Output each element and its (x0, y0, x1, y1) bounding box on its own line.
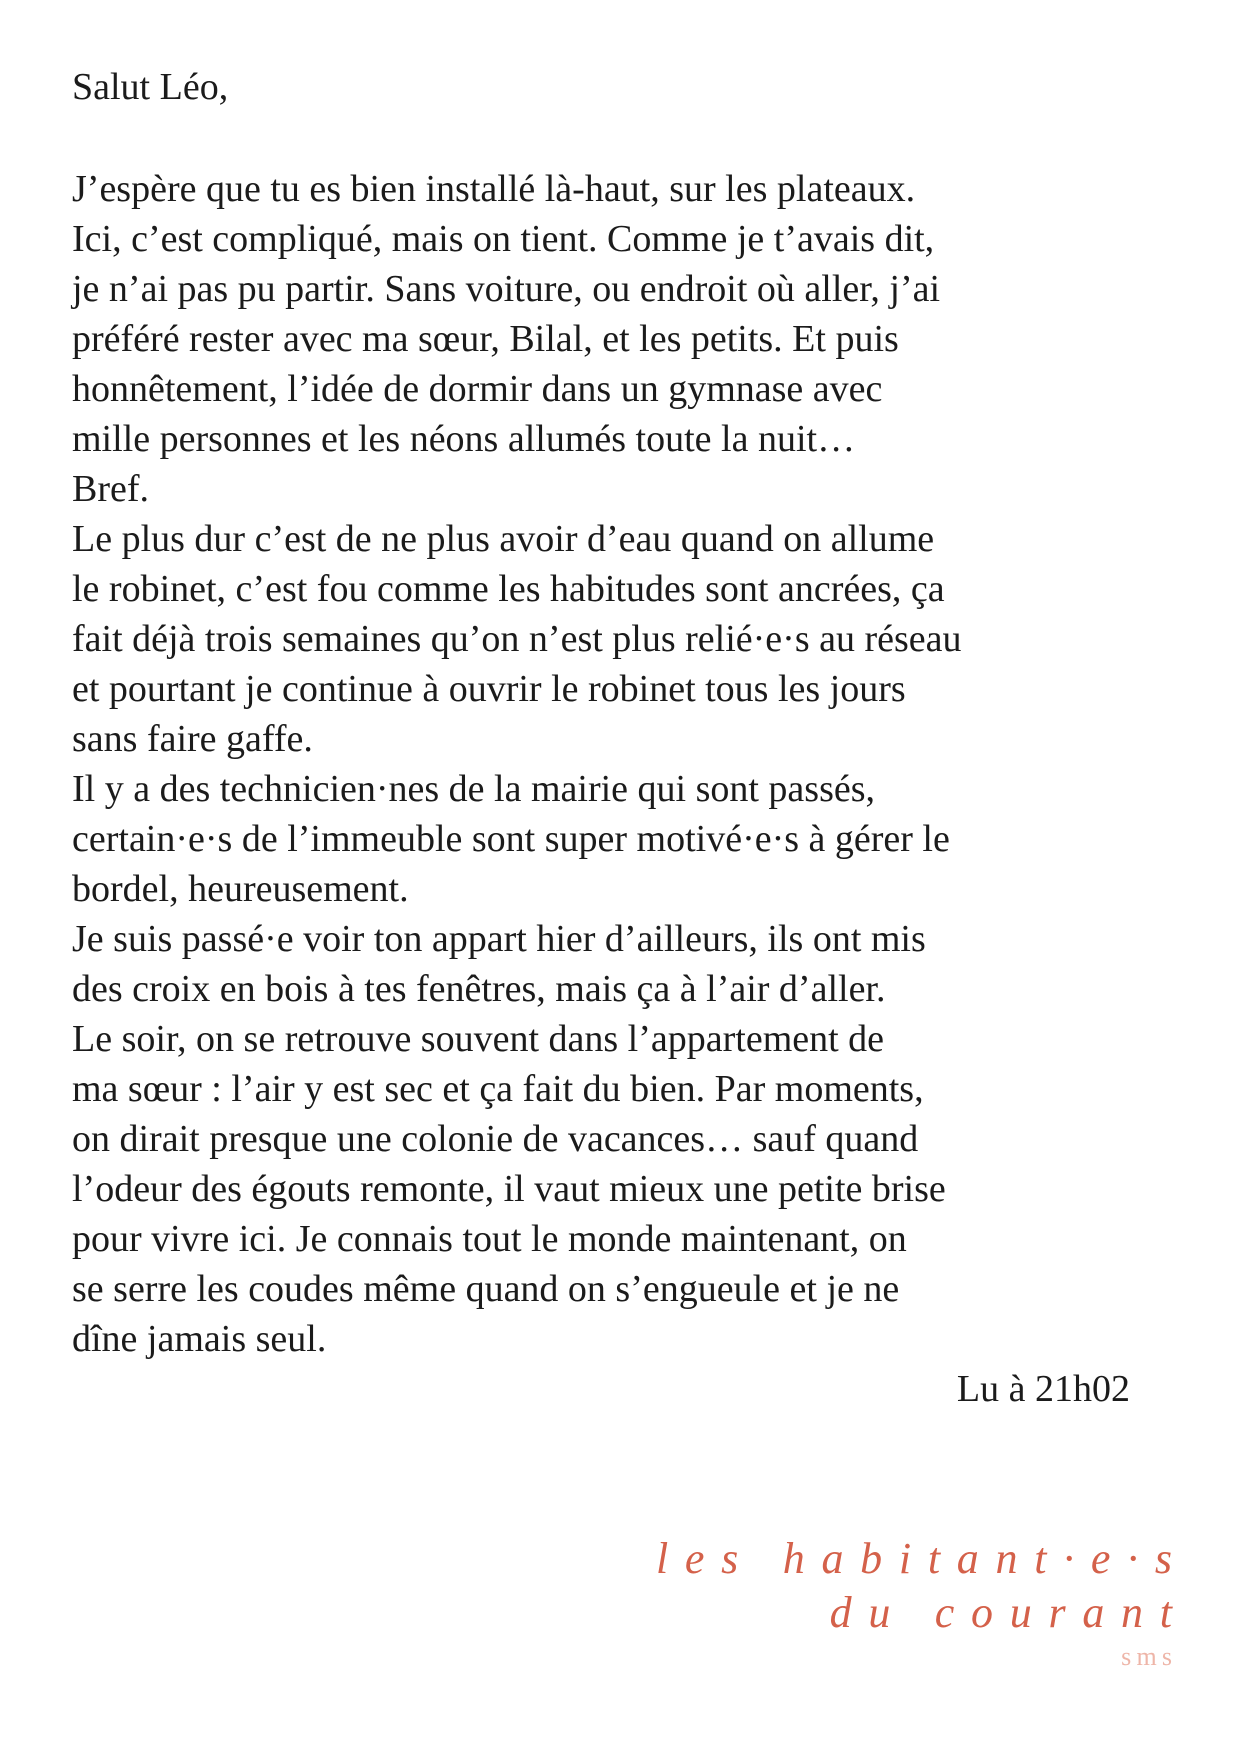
letter-paragraph: Le plus dur c’est de ne plus avoir d’eau quand on allume le robinet, c’est fou comme les habitudes sont ancrées, ça fait déjà trois semaines qu’on n’est plus relié·e·s au réseau et pourtant je continue à ouvrir le robinet tous les jours sans faire gaffe. (72, 518, 962, 760)
greeting: Salut Léo, (72, 66, 229, 108)
letter-paragraph: Il y a des technicien·nes de la mairie qui sont passés, certain·e·s de l’immeuble sont super motivé·e·s à gérer le bordel, heureusement. (72, 768, 950, 910)
signature-line-1: les habitant·e·s (655, 1534, 1189, 1583)
letter-paragraphs (72, 164, 1132, 1364)
letter-paragraph: Le soir, on se retrouve souvent dans l’appartement de ma sœur : l’air y est sec et ça fait du bien. Par moments, on dirait presque une colonie de vacances… sauf quand l’odeur des égouts remonte, il vaut mieux une petite brise pour vivre ici. Je connais tout le monde maintenant, on se serre les coudes même quand on s’engueule et je ne dîne jamais seul. (72, 1018, 946, 1360)
read-status: Lu à 21h02 (956, 1368, 1130, 1410)
letter-paragraph: Je suis passé·e voir ton appart hier d’ailleurs, ils ont mis des croix en bois à tes fenêtres, mais ça à l’air d’aller. (72, 918, 926, 1010)
letter-paragraph: Bref. (72, 468, 150, 510)
letter-paragraph: J’espère que tu es bien installé là-haut, sur les plateaux. Ici, c’est compliqué, mais on tient. Comme je t’avais dit, je n’ai pas pu partir. Sans voiture, ou endroit où aller, j’ai préféré rester avec ma sœur, Bilal, et les petits. Et puis honnêtement, l’idée de dormir dans un gymnase avec mille personnes et les néons allumés toute la nuit… (72, 168, 941, 460)
signature-subtitle: sms (1121, 1642, 1178, 1671)
letter-body (72, 62, 1132, 1414)
signature-line-2: du courant (829, 1588, 1189, 1637)
signature-block (655, 1532, 1189, 1674)
